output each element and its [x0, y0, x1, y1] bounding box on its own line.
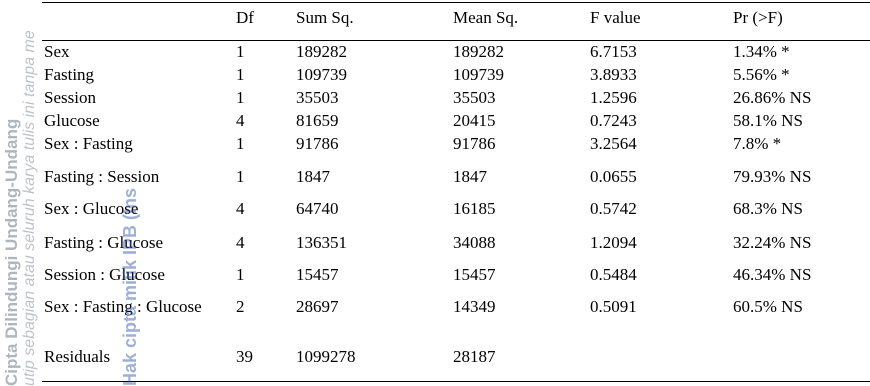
header-df: Df — [236, 8, 254, 27]
row-sum-sq: 28697 — [296, 297, 339, 316]
row-df: 39 — [236, 347, 253, 366]
watermark-line-1: Cipta Dilindungi Undang-Undang — [2, 118, 21, 386]
row-df: 4 — [236, 233, 245, 252]
row-pr: 46.34% NS — [733, 265, 812, 284]
watermark-logo-text: Hak cipta milik IPB (Ins — [120, 187, 140, 386]
row-df: 2 — [236, 297, 245, 316]
row-f-value: 1.2094 — [590, 233, 637, 252]
row-term: Glucose — [44, 111, 100, 130]
row-df: 1 — [236, 42, 245, 61]
row-pr: 58.1% NS — [733, 111, 803, 130]
row-sum-sq: 1099278 — [296, 347, 356, 366]
row-df: 1 — [236, 88, 245, 107]
row-df: 1 — [236, 167, 245, 186]
row-mean-sq: 189282 — [453, 42, 504, 61]
row-df: 1 — [236, 265, 245, 284]
row-df: 4 — [236, 199, 245, 218]
row-f-value: 0.0655 — [590, 167, 637, 186]
row-term: Sex : Glucose — [44, 199, 139, 218]
header-sum-sq: Sum Sq. — [296, 8, 354, 27]
row-term: Session : Glucose — [44, 265, 165, 284]
row-pr: 32.24% NS — [733, 233, 812, 252]
watermark-line-2: utip sebagian atau seluruh karya tulis ini tanpa me — [21, 30, 38, 386]
header-pr: Pr (>F) — [733, 8, 783, 27]
table-bottom-rule — [42, 381, 870, 382]
table-top-rule — [42, 2, 870, 3]
row-f-value: 0.5091 — [590, 297, 637, 316]
row-mean-sq: 28187 — [453, 347, 496, 366]
row-pr: 5.56% * — [733, 65, 790, 84]
row-mean-sq: 109739 — [453, 65, 504, 84]
row-f-value: 3.2564 — [590, 134, 637, 153]
header-mean-sq: Mean Sq. — [453, 8, 519, 27]
row-f-value: 0.5742 — [590, 199, 637, 218]
row-df: 1 — [236, 134, 245, 153]
row-f-value: 1.2596 — [590, 88, 637, 107]
row-mean-sq: 14349 — [453, 297, 496, 316]
row-sum-sq: 109739 — [296, 65, 347, 84]
row-sum-sq: 91786 — [296, 134, 339, 153]
header-f-value: F value — [590, 8, 641, 27]
row-term: Sex : Fasting : Glucose — [44, 297, 202, 316]
row-mean-sq: 1847 — [453, 167, 487, 186]
row-term: Fasting — [44, 65, 95, 84]
row-sum-sq: 1847 — [296, 167, 330, 186]
row-sum-sq: 35503 — [296, 88, 339, 107]
row-term: Sex : Fasting — [44, 134, 133, 153]
row-term: Fasting : Glucose — [44, 233, 163, 252]
row-sum-sq: 189282 — [296, 42, 347, 61]
row-f-value: 6.7153 — [590, 42, 637, 61]
row-mean-sq: 34088 — [453, 233, 496, 252]
row-pr: 60.5% NS — [733, 297, 803, 316]
row-mean-sq: 20415 — [453, 111, 496, 130]
row-pr: 1.34% * — [733, 42, 790, 61]
table-header-rule — [42, 40, 870, 41]
row-mean-sq: 15457 — [453, 265, 496, 284]
row-f-value: 0.5484 — [590, 265, 637, 284]
row-pr: 7.8% * — [733, 134, 782, 153]
row-term: Sex — [44, 42, 70, 61]
row-f-value: 3.8933 — [590, 65, 637, 84]
row-sum-sq: 136351 — [296, 233, 347, 252]
row-df: 4 — [236, 111, 245, 130]
row-df: 1 — [236, 65, 245, 84]
row-mean-sq: 91786 — [453, 134, 496, 153]
row-term: Residuals — [44, 347, 111, 366]
row-mean-sq: 35503 — [453, 88, 496, 107]
row-sum-sq: 81659 — [296, 111, 339, 130]
row-term: Session — [44, 88, 96, 107]
row-term: Fasting : Session — [44, 167, 160, 186]
row-pr: 26.86% NS — [733, 88, 812, 107]
row-sum-sq: 15457 — [296, 265, 339, 284]
row-pr: 79.93% NS — [733, 167, 812, 186]
copyright-watermark — [0, 0, 44, 386]
row-pr: 68.3% NS — [733, 199, 803, 218]
row-mean-sq: 16185 — [453, 199, 496, 218]
row-f-value: 0.7243 — [590, 111, 637, 130]
row-sum-sq: 64740 — [296, 199, 339, 218]
